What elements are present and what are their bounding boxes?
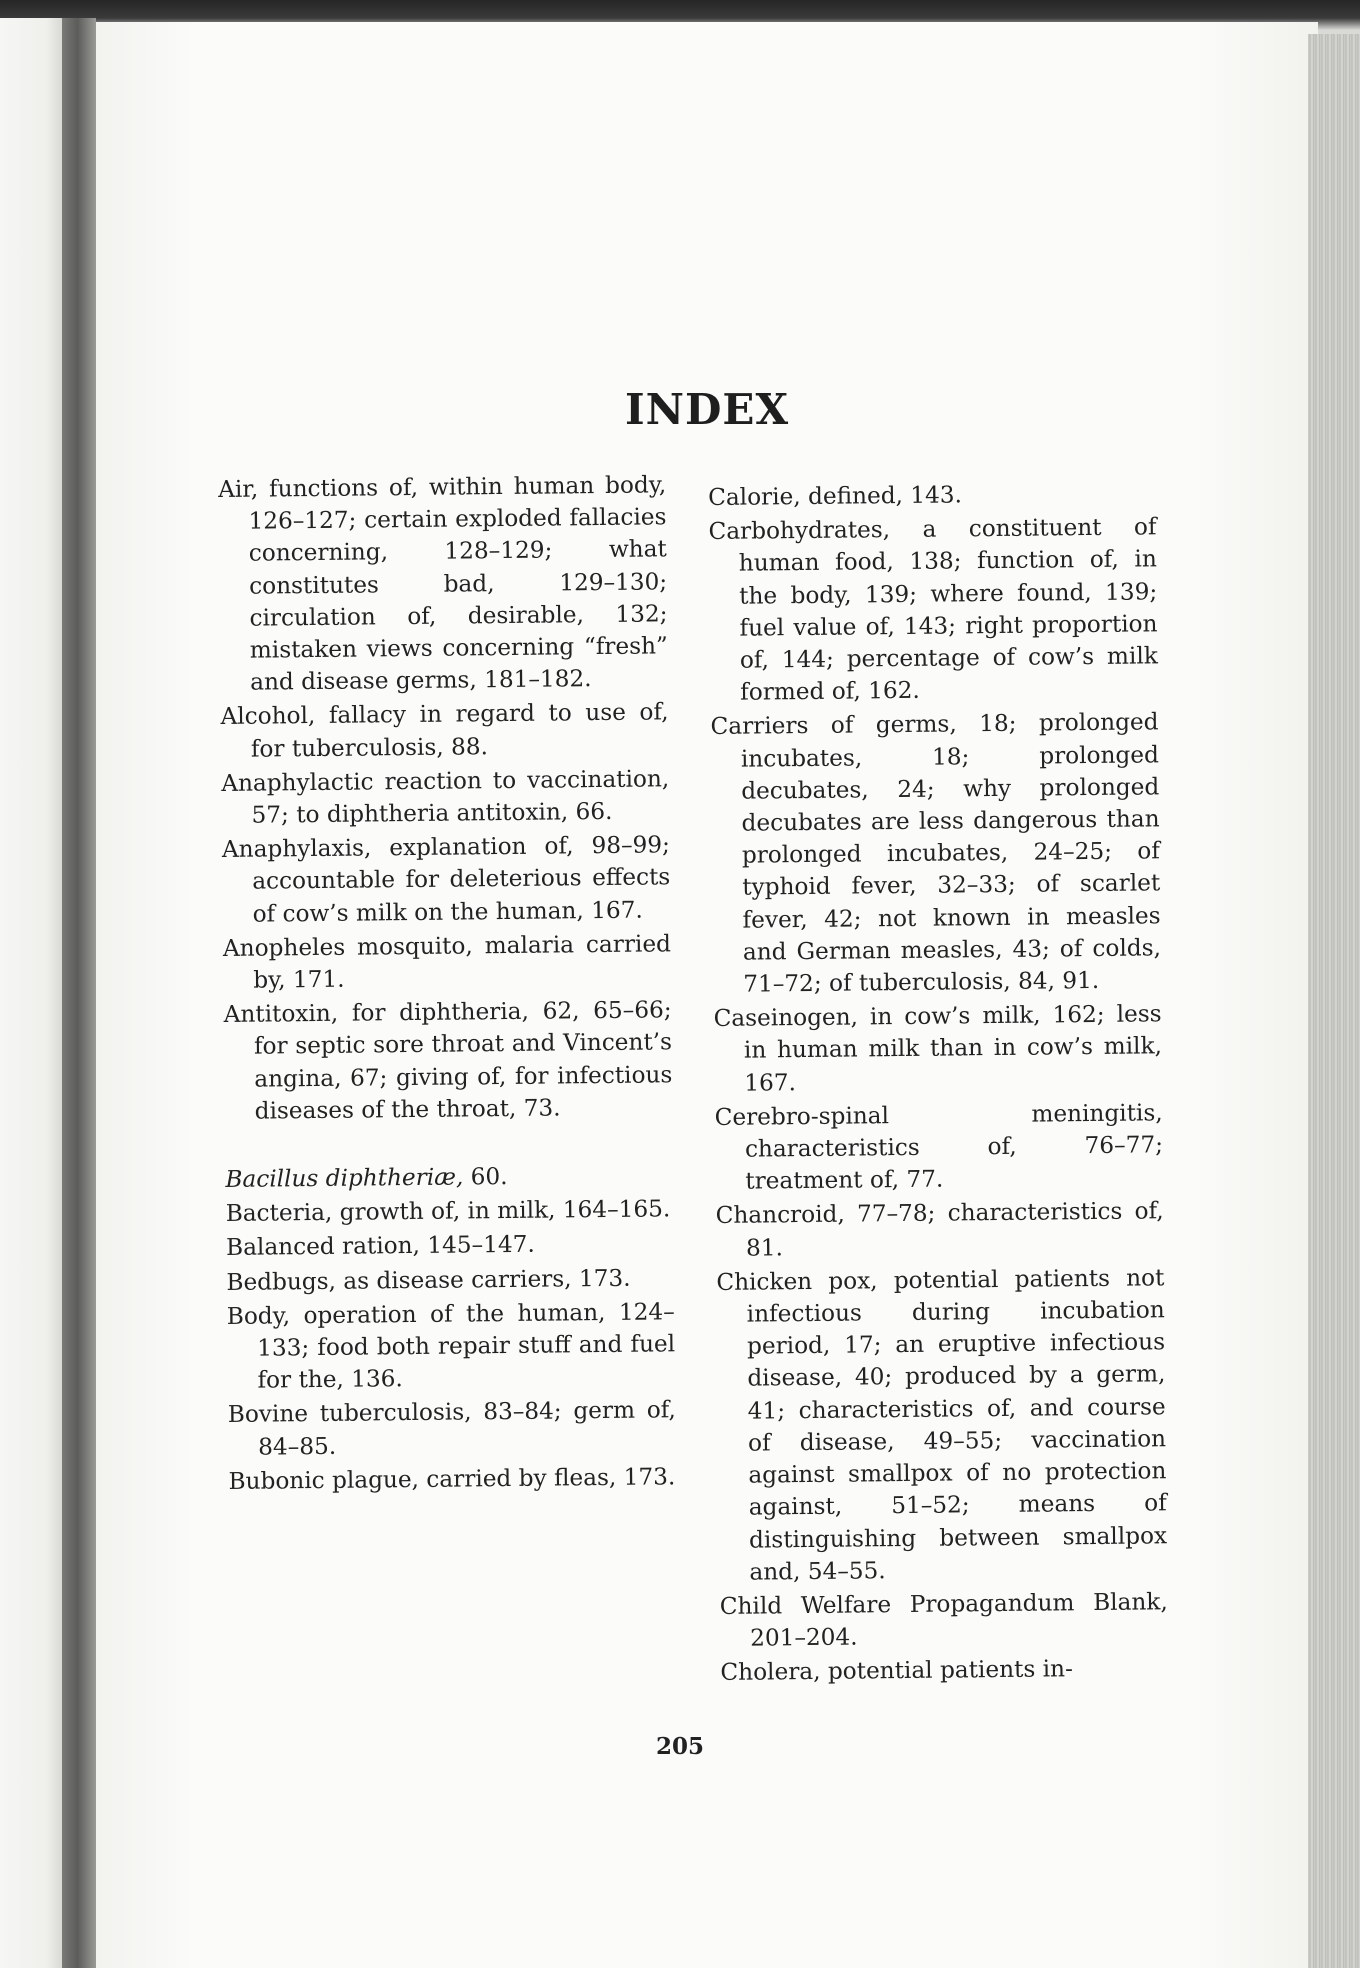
- index-entry: Chancroid, 77–78; characteristics of, 81.: [715, 1197, 1164, 1262]
- index-entry: Carriers of germs, 18; prolonged incubates, 18; prolonged decubates, 24; why prolonged decubates are less dangerous than prolonged incubates, 24–25; of typhoid fever, 32–33; of scarlet fever, 42; not known in measles and German measles, 43; of colds, 71–72; of tuberculosis, 84, 91.: [710, 708, 1162, 998]
- index-entry: Chicken pox, potential patients not infectious during incubation period, 17; an eruptive infectious disease, 40; produced by a germ, 41; characteristics of, and course of disease, 49–55; vaccination against smallpox of no protection against, 51–52; means of distinguishing between smallpox and, 54–55.: [716, 1264, 1168, 1586]
- index-entry-pages: 60.: [463, 1163, 508, 1191]
- index-column-right: [708, 477, 1169, 1691]
- index-entry-italic-head: Bacillus diphtheriæ,: [225, 1163, 464, 1194]
- index-entry: [225, 1159, 673, 1196]
- index-entry: Body, operation of the human, 124–133; food both repair stuff and fuel for the, 136.: [226, 1298, 676, 1394]
- index-entry: Anaphylactic reaction to vaccination, 57; to diphtheria antitoxin, 66.: [221, 765, 670, 829]
- index-entry: Cerebro-spinal meningitis, characteristics of, 76–77; treatment of, 77.: [714, 1099, 1164, 1195]
- index-entry: Air, functions of, within human body, 126–127; certain exploded fallacies concerning, 128–129; what constitutes bad, 129–130; circulation of, desirable, 132; mistaken views concerning “fresh” and disease germs, 181–182.: [218, 471, 668, 696]
- index-entry: Bubonic plague, carried by fleas, 173.: [228, 1463, 676, 1495]
- index-entry: Calorie, defined, 143.: [708, 481, 963, 511]
- index-entry: Bedbugs, as disease carriers, 173.: [226, 1264, 631, 1296]
- book-gutter: [62, 18, 96, 1968]
- index-entry: Bovine tuberculosis, 83–84; germ of, 84–85.: [227, 1396, 676, 1461]
- index-entry: Balanced ration, 145–147.: [225, 1231, 535, 1262]
- index-entry: Alcohol, fallacy in regard to use of, for tuberculosis, 88.: [220, 698, 669, 763]
- index-entry: Child Welfare Propagandum Blank, 201–204.: [719, 1588, 1168, 1652]
- index-entry: Anopheles mosquito, malaria carried by, 171.: [222, 930, 672, 994]
- index-column-left: [218, 469, 677, 1500]
- index-entry: Caseinogen, in cow’s milk, 162; less in human milk than in cow’s milk, 167.: [713, 1000, 1163, 1097]
- index-entry: Bacteria, growth of, in milk, 164–165.: [225, 1195, 671, 1228]
- left-page-edge: [0, 18, 62, 1968]
- page-stack-edge: [1308, 34, 1360, 1968]
- index-heading: INDEX: [624, 385, 790, 434]
- index-entry: Carbohydrates, a constituent of human food, 138; function of, in the body, 139; where found, 139; fuel value of, 143; right proportion of, 144; percentage of cow’s milk formed of, 162.: [708, 513, 1158, 706]
- index-entry: Cholera, potential patients in-: [720, 1655, 1073, 1687]
- index-entry: Anaphylaxis, explanation of, 98–99; accountable for deleterious effects of cow’s milk on the human, 167.: [221, 831, 671, 928]
- page-number: 205: [656, 1733, 705, 1760]
- index-entry: Antitoxin, for diphtheria, 62, 65–66; for septic sore throat and Vincent’s angina, 67; giving of, for infectious diseases of the throat, 73.: [223, 996, 673, 1125]
